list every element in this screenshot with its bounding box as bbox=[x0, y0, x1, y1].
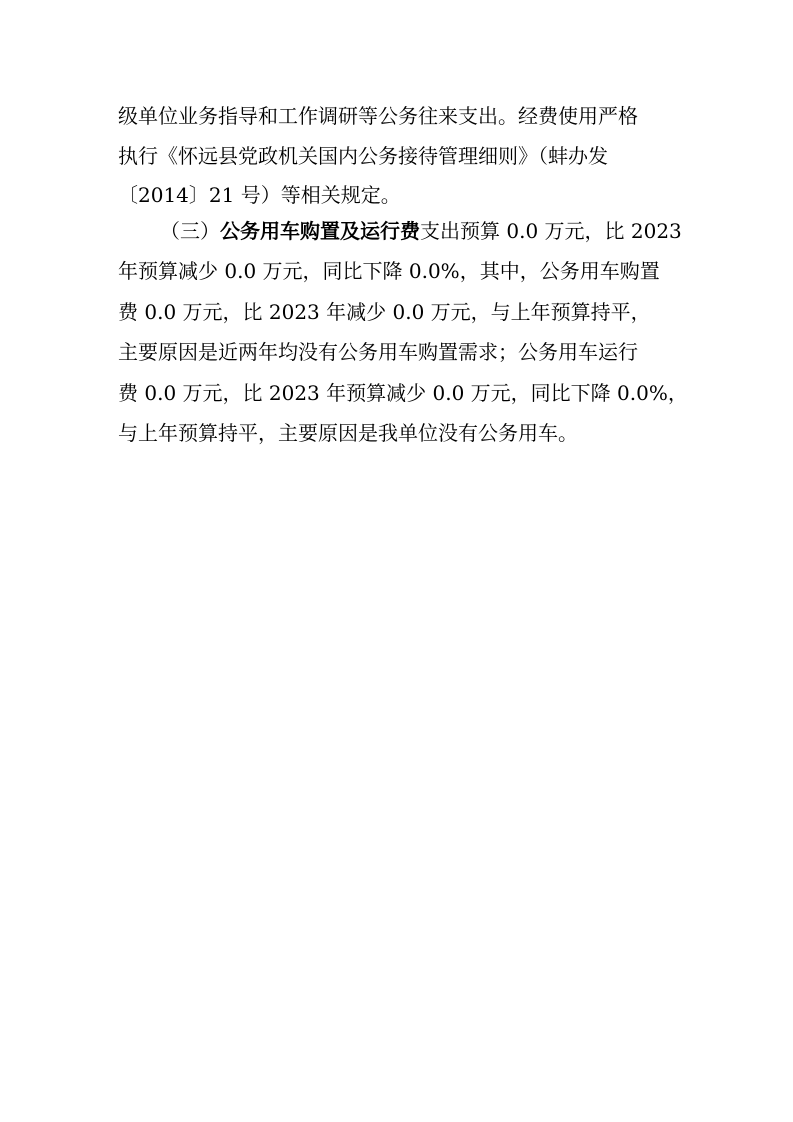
body-text-line: 主要原因是近两年均没有公务用车购置需求；公务用车运行 bbox=[118, 340, 638, 364]
body-text-line: 〔2014〕21 号）等相关规定。 bbox=[118, 183, 401, 207]
body-text-line: 与上年预算持平，主要原因是我单位没有公务用车。 bbox=[118, 421, 578, 445]
body-text-line: 年预算减少 0.0 万元，同比下降 0.0%，其中，公务用车购置 bbox=[118, 259, 660, 283]
section-3-prefix: （三） bbox=[160, 219, 220, 243]
body-text-line: 费 0.0 万元，比 2023 年减少 0.0 万元，与上年预算持平， bbox=[118, 300, 651, 324]
body-text-line: 执行《怀远县党政机关国内公务接待管理细则》（蚌办发 bbox=[118, 144, 608, 168]
section-3-first-line bbox=[160, 219, 680, 243]
section-3-heading: 公务用车购置及运行费 bbox=[220, 219, 420, 243]
section-3-first-line-text: 支出预算 0.0 万元，比 2023 bbox=[420, 219, 682, 243]
body-text-line: 级单位业务指导和工作调研等公务往来支出。经费使用严格 bbox=[118, 104, 638, 128]
body-text-line: 费 0.0 万元，比 2023 年预算减少 0.0 万元，同比下降 0.0%， bbox=[118, 381, 688, 405]
